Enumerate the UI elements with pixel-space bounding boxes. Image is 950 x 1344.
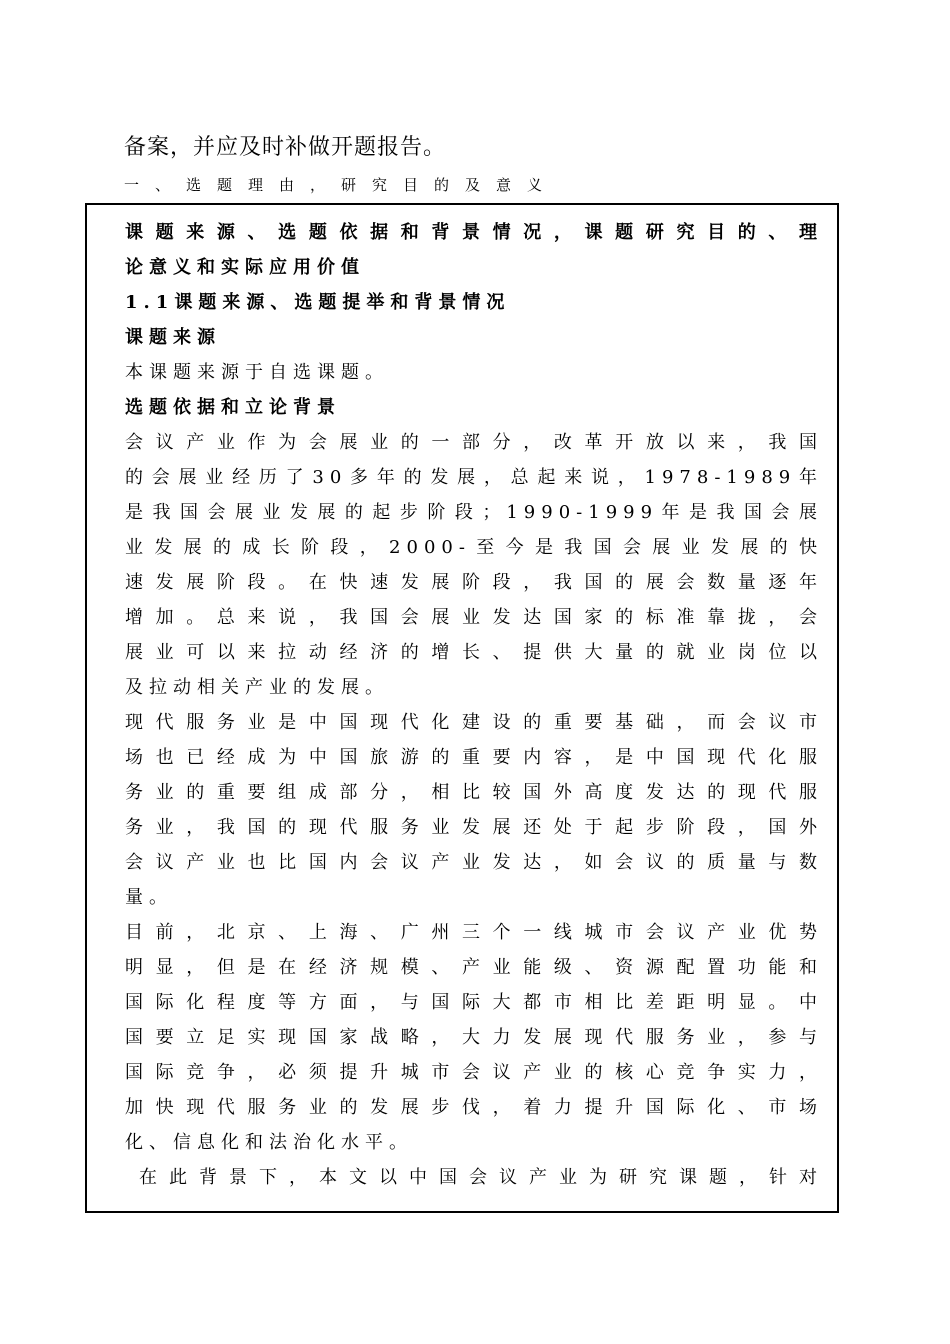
section-heading: 一、选题理由，研究目的及意义 (124, 176, 559, 194)
text-line: 本课题来源于自选课题。 (125, 362, 389, 383)
text-line: 现代服务业是中国现代化建设的重要基础，而会议市 (125, 712, 823, 733)
content-box (85, 203, 839, 1213)
text-line: 加快现代服务业的发展步伐，着力提升国际化、市场 (125, 1097, 823, 1118)
text-line: 化、信息化和法治化水平。 (125, 1132, 413, 1153)
text-line: 在此背景下，本文以中国会议产业为研究课题，针对 (139, 1167, 823, 1188)
heading-line: 选题依据和立论背景 (125, 397, 341, 418)
text-line: 明显，但是在经济规模、产业能级、资源配置功能和 (125, 957, 823, 978)
content-body (125, 215, 823, 1195)
heading-line: 课题来源、选题依据和背景情况，课题研究目的、理 (125, 222, 823, 243)
heading-line: 1.1课题来源、选题提举和背景情况 (125, 292, 511, 313)
text-line: 速发展阶段。在快速发展阶段，我国的展会数量逐年 (125, 572, 823, 593)
text-line: 是我国会展业发展的起步阶段；1990-1999年是我国会展 (125, 502, 823, 523)
text-line: 国际竞争，必须提升城市会议产业的核心竞争实力， (125, 1062, 823, 1083)
text-line: 的会展业经历了30多年的发展，总起来说，1978-1989年 (125, 467, 823, 488)
text-line: 及拉动相关产业的发展。 (125, 677, 389, 698)
text-line: 会议产业作为会展业的一部分，改革开放以来，我国 (125, 432, 823, 453)
text-line: 会议产业也比国内会议产业发达，如会议的质量与数 (125, 852, 823, 873)
text-line: 目前，北京、上海、广州三个一线城市会议产业优势 (125, 922, 823, 943)
text-line: 业发展的成长阶段，2000-至今是我国会展业发展的快 (125, 537, 823, 558)
text-line: 增加。总来说，我国会展业发达国家的标准靠拢，会 (125, 607, 823, 628)
text-line: 展业可以来拉动经济的增长、提供大量的就业岗位以 (125, 642, 823, 663)
text-line: 场也已经成为中国旅游的重要内容，是中国现代化服 (125, 747, 823, 768)
text-line: 量。 (125, 887, 173, 908)
heading-line: 论意义和实际应用价值 (125, 257, 365, 278)
text-line: 国际化程度等方面，与国际大都市相比差距明显。中 (125, 992, 823, 1013)
heading-line: 课题来源 (125, 327, 221, 348)
top-line: 备案，并应及时补做开题报告。 (124, 135, 447, 160)
text-line: 务业，我国的现代服务业发展还处于起步阶段，国外 (125, 817, 823, 838)
text-line: 国要立足实现国家战略，大力发展现代服务业，参与 (125, 1027, 823, 1048)
text-line: 务业的重要组成部分，相比较国外高度发达的现代服 (125, 782, 823, 803)
